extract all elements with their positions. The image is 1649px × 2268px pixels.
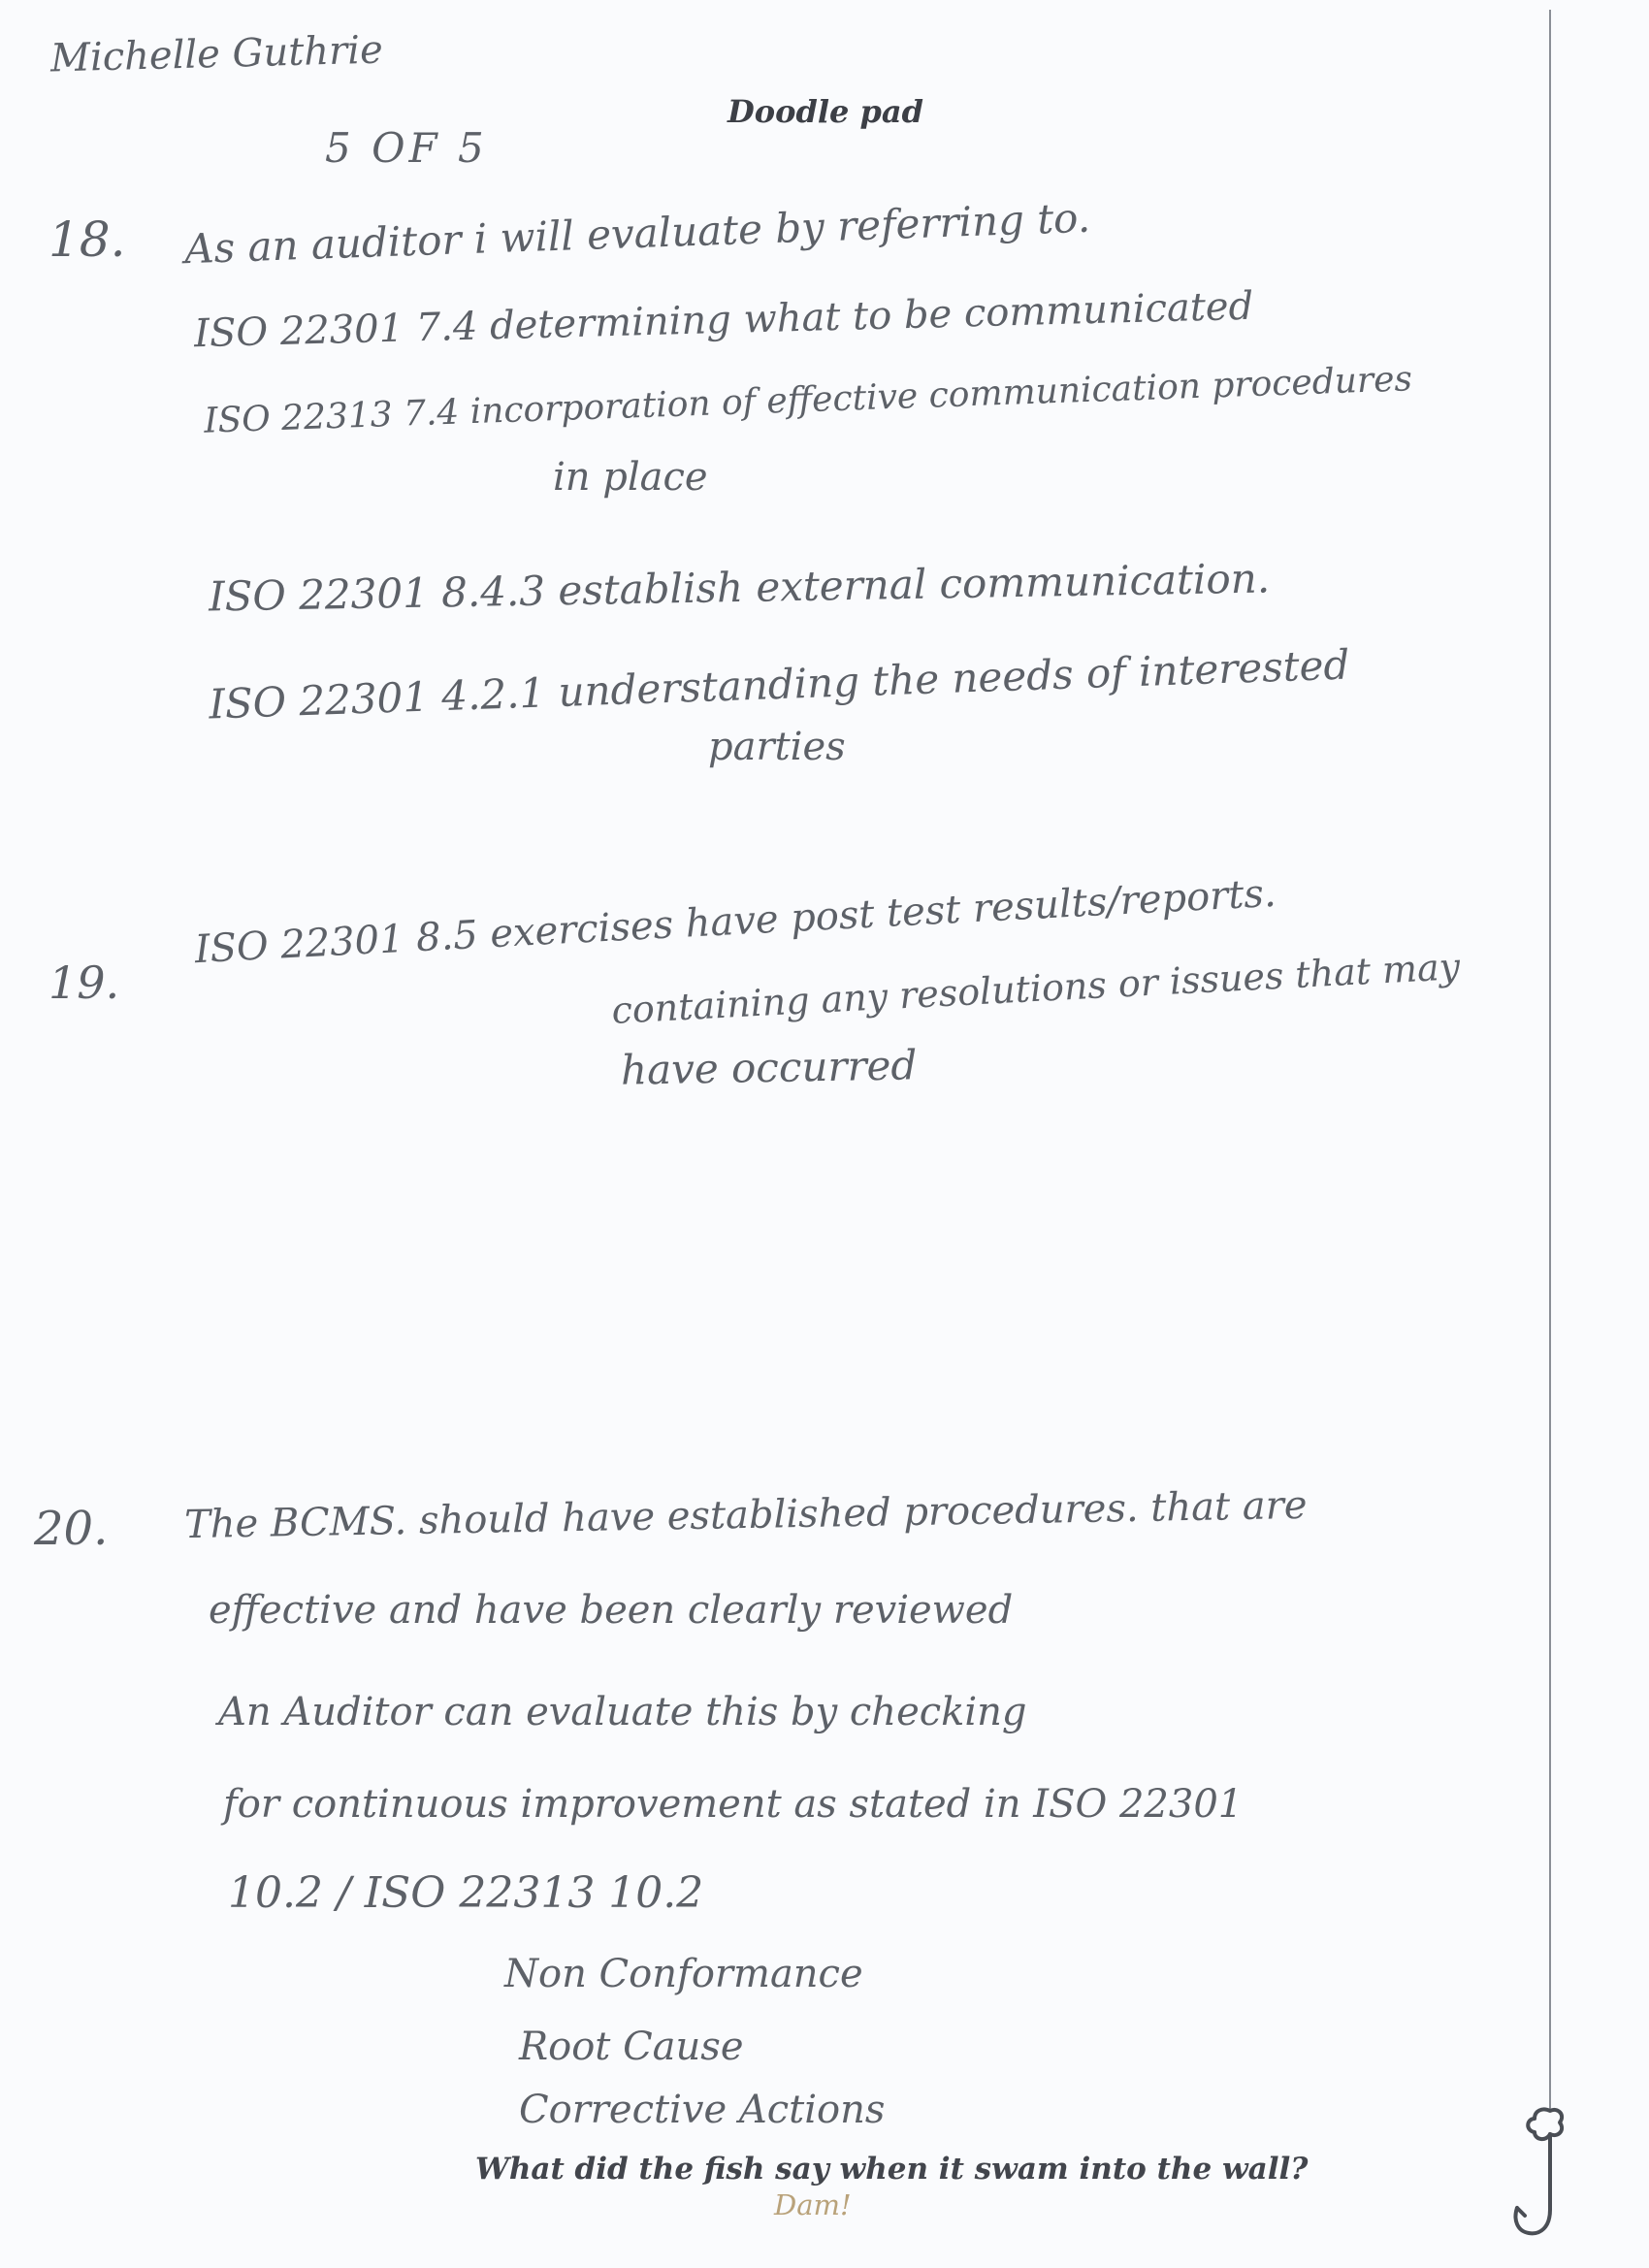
q20-line: The BCMS. should have established procedures. that are	[183, 1482, 1308, 1548]
q19-line: ISO 22301 8.5 exercises have post test results/reports.	[193, 870, 1277, 973]
q18-line: parties	[708, 725, 846, 769]
question-number-20: 20.	[34, 1502, 109, 1556]
page-title: Doodle pad	[728, 93, 923, 130]
q20-line: Corrective Actions	[519, 2088, 886, 2132]
q20-line: effective and have been clearly reviewed	[209, 1588, 1014, 1633]
margin-line	[1549, 10, 1551, 2111]
page-indicator: 5 OF 5	[325, 124, 488, 172]
footer-riddle: What did the fish say when it swam into the wall?	[475, 2152, 1309, 2187]
question-number-19: 19.	[48, 956, 120, 1009]
q18-line: in place	[553, 455, 708, 500]
q18-line: ISO 22301 8.4.3 establish external communication.	[208, 554, 1271, 621]
q18-line: ISO 22301 7.4 determining what to be communicated	[193, 283, 1254, 357]
q20-line: An Auditor can evaluate this by checking	[218, 1690, 1027, 1734]
q20-line: Root Cause	[519, 2025, 744, 2069]
q20-line: Non Conformance	[504, 1952, 863, 1996]
q18-line: ISO 22313 7.4 incorporation of effective communication procedures	[203, 359, 1413, 441]
q18-line: ISO 22301 4.2.1 understanding the needs of interested	[208, 640, 1351, 729]
q19-line: containing any resolutions or issues that may	[610, 945, 1462, 1032]
q20-line: 10.2 / ISO 22313 10.2	[228, 1868, 704, 1918]
question-number-18: 18.	[48, 211, 126, 268]
q19-line: have occurred	[620, 1041, 918, 1094]
q20-line: for continuous improvement as stated in ISO 22301	[223, 1782, 1244, 1827]
author-name: Michelle Guthrie	[49, 27, 384, 81]
q18-line: As an auditor i will evaluate by referring to.	[183, 193, 1091, 274]
footer-answer: Dam!	[774, 2188, 852, 2221]
fishing-hook-icon	[1505, 2103, 1583, 2249]
